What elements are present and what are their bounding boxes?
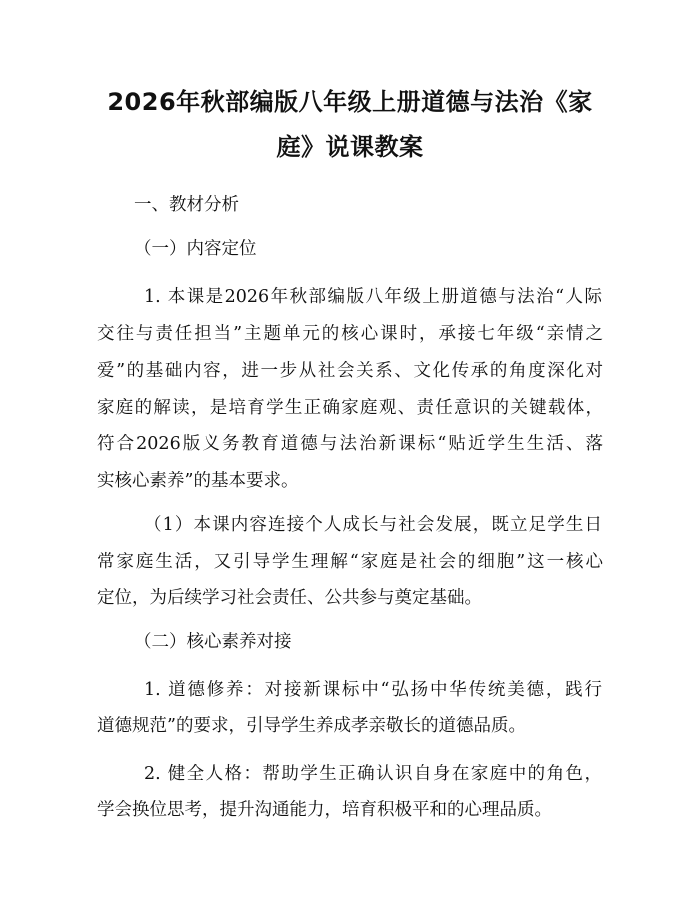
paragraph-2-line-3: 定位，为后续学习社会责任、公共参与奠定基础。 bbox=[97, 588, 482, 608]
section-heading-textbook-analysis: 一、教材分析 bbox=[134, 195, 239, 215]
subsection-heading-core-literacy: （二）核心素养对接 bbox=[134, 632, 292, 652]
paragraph-1-line-6: 实核心素养”的基本要求。 bbox=[97, 471, 299, 491]
paragraph-4-line-2: 学会换位思考，提升沟通能力，培育积极平和的心理品质。 bbox=[97, 800, 552, 820]
document-title-line-2: 庭》说课教案 bbox=[276, 133, 424, 161]
paragraph-1-line-4: 家庭的解读，是培育学生正确家庭观、责任意识的关键载体， bbox=[97, 398, 603, 418]
subsection-heading-content-positioning: （一）内容定位 bbox=[134, 239, 257, 259]
document-title-line-1: 2026年秋部编版八年级上册道德与法治《家 bbox=[107, 88, 593, 116]
paragraph-3-line-1: 1. 道德修养：对接新课标中“弘扬中华传统美德，践行 bbox=[144, 680, 602, 700]
paragraph-1-line-3: 爱”的基础内容，进一步从社会关系、文化传承的角度深化对 bbox=[97, 361, 603, 381]
paragraph-2-line-2: 常家庭生活，又引导学生理解“家庭是社会的细胞”这一核心 bbox=[97, 552, 603, 572]
paragraph-4-line-1: 2. 健全人格：帮助学生正确认识自身在家庭中的角色， bbox=[144, 764, 602, 784]
paragraph-3-line-2: 道德规范”的要求，引导学生养成孝亲敬长的道德品质。 bbox=[97, 716, 526, 736]
paragraph-1-line-1: 1. 本课是2026年秋部编版八年级上册道德与法治“人际 bbox=[144, 287, 602, 307]
paragraph-2-line-1: （1）本课内容连接个人成长与社会发展，既立足学生日 bbox=[144, 515, 602, 535]
paragraph-1-line-5: 符合2026版义务教育道德与法治新课标“贴近学生生活、落 bbox=[97, 434, 603, 454]
paragraph-1-line-2: 交往与责任担当”主题单元的核心课时，承接七年级“亲情之 bbox=[97, 324, 603, 344]
